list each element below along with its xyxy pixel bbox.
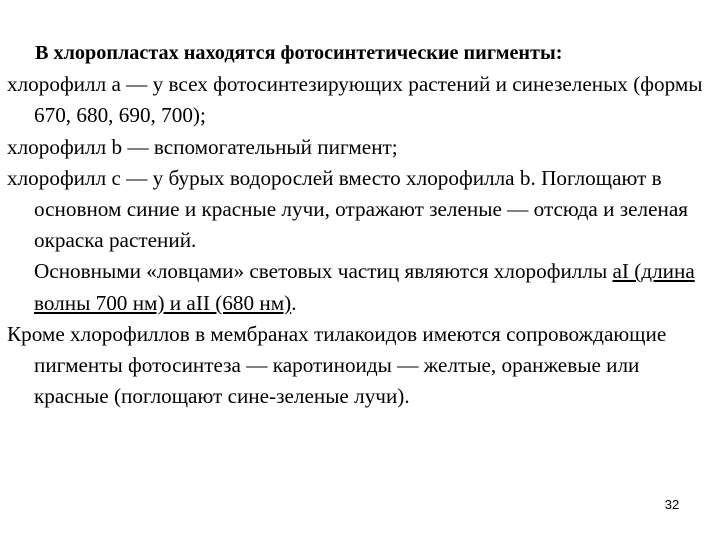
light-catchers-intro: Основными «ловцами» световых частиц являются хлорофиллы <box>34 259 613 284</box>
light-catchers-end: . <box>291 290 297 315</box>
accessory-pigments-paragraph: Кроме хлорофиллов в мембранах тилакоидов имеются сопровождающие пигменты фотосинтеза — каротиноиды — желтые, оранжевые или красные (поглощают сине-зеленые лучи). <box>7 321 667 409</box>
chlorophyll-c-item: хлорофилл c — у бурых водорослей вместо хлорофилла b. Поглощают в основном синие и красные лучи, отражают зеленые — отсюда и зеленая окраска растений. <box>7 165 689 253</box>
page-number: 32 <box>664 497 680 512</box>
chlorophyll-a-item: хлорофилл а — у всех фотосинтезирующих растений и синезеленых (формы 670, 680, 690, 700); <box>7 72 703 128</box>
light-catchers-underlined: aI (длина волны 700 нм) и aII (680 нм) <box>34 259 695 315</box>
slide-content <box>7 38 707 412</box>
light-catchers-paragraph <box>7 256 707 318</box>
slide-heading: В хлоропластах находятся фотосинтетические пигменты: <box>35 42 563 64</box>
chlorophyll-b-item: хлорофилл b — вспомогательный пигмент; <box>7 134 398 159</box>
